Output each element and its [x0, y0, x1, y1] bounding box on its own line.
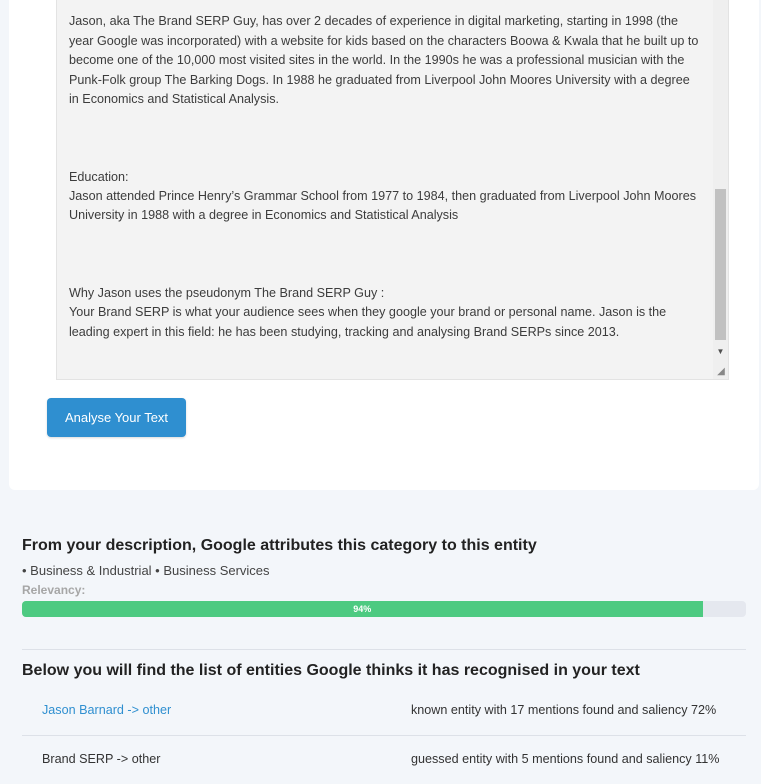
textarea-scrollbar[interactable] — [713, 0, 728, 380]
entity-name: Brand SERP -> other — [42, 752, 161, 766]
entity-row — [22, 735, 746, 783]
category-list: • Business & Industrial • Business Services — [22, 563, 270, 578]
relevancy-progress-fill: 94% — [22, 601, 703, 617]
triangle-down-icon[interactable]: ▼ — [716, 347, 725, 356]
description-text[interactable] — [69, 0, 701, 380]
entity-row — [22, 686, 746, 734]
entity-name-link[interactable]: Jason Barnard -> other — [42, 703, 172, 717]
entity-info: guessed entity with 5 mentions found and saliency 11% — [411, 752, 720, 766]
relevancy-progress-bar — [22, 601, 746, 617]
section-divider — [22, 649, 746, 650]
scroll-thumb[interactable] — [715, 189, 726, 340]
paragraph-2: Education: Jason attended Prince Henry’s Grammar School from 1977 to 1984, then graduated from Liverpool John Moores University in 1988 with a degree in Economics and Statistical Analysis — [69, 169, 697, 223]
description-textarea[interactable] — [56, 0, 729, 380]
entity-info: known entity with 17 mentions found and saliency 72% — [411, 703, 717, 717]
entities-section-title: Below you will find the list of entities Google thinks it has recognised in your text — [22, 662, 640, 679]
paragraph-1: Jason, aka The Brand SERP Guy, has over 2 decades of experience in digital marketing, starting in 1998 (the year Google was incorporated) with a website for kids based on the characters Boowa & Kwala that he built up to become one of the 10,000 most visited sites in the world. In the 1990s he was a professional musician with the Punk-Folk group The Barking Dogs. In 1988 he graduated from Liverpool John Moores University with a degree in Economics and Statistical Analysis. — [69, 14, 699, 107]
category-section-title: From your description, Google attributes this category to this entity — [22, 537, 537, 554]
paragraph-3: Why Jason uses the pseudonym The Brand SERP Guy : Your Brand SERP is what your audience sees when they google your brand or personal name. Jason is the leading expert in this field: he has been studying, tracking and analysing Brand SERPs since 2013. — [69, 286, 667, 339]
resize-grip-icon[interactable]: ◢ — [717, 366, 725, 377]
analyse-text-button[interactable]: Analyse Your Text — [47, 398, 186, 437]
relevancy-label: Relevancy: — [22, 583, 86, 597]
